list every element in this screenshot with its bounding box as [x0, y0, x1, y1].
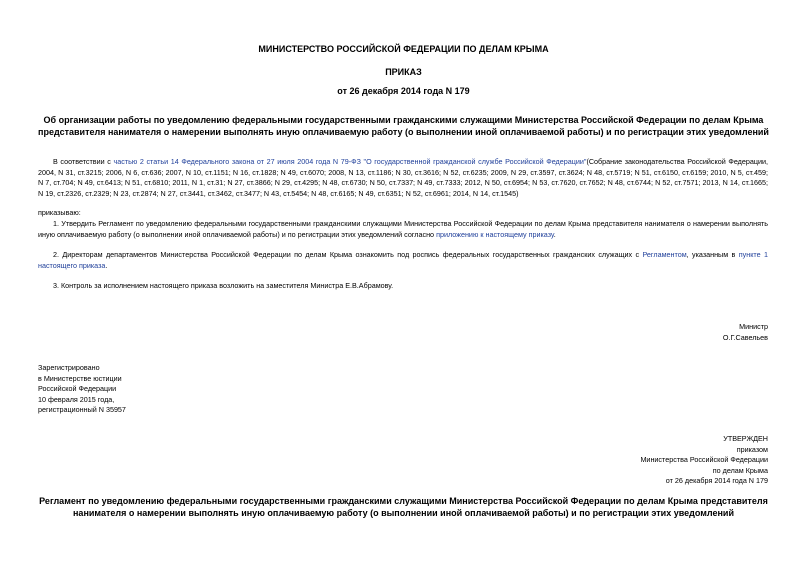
- preamble-rest: (Собрание законодательства Российской Федерации, 2004, N 31, ст.3215; 2006, N 6, ст.636; 2007, N 10, ст.1151; N 16, ст.1828; N 49, ст.6070; 2008, N 13, ст.1186; N 30, ст.3616; N 52, ст.6235; 2009, N 29, ст.3597, ст.3624; N 48, ст.5719; N 51, ст.6150, ст.6159; 2010, N 5, ст.459; N 7, ст.704; N 49, ст.6413; N 51, ст.6810; 2011, N 1, ст.31; N 27, ст.3866; N 29, ст.4295; N 48, ст.6730; N 50, ст.7337; N 49, ст.7333; 2012, N 50, ст.6954; N 53, ст.7620, ст.7652; N 48, ст.6744; N 52, ст.7571; 2013, N 14, ст.1665; N 19, ст.2326, ст.2329; N 23, ст.2874; N 27, ст.3441, ст.3462, ст.3477; N 43, ст.5454; N 48, ст.6165; N 49, ст.6351; N 52, ст.6961; 2014, N 14, ст.1545): [38, 157, 768, 198]
- approved-line2: приказом: [736, 444, 768, 454]
- item-1-end: .: [553, 229, 556, 239]
- item-2: [38, 250, 768, 271]
- registration-line1: Зарегистрировано: [38, 363, 100, 372]
- item-2-end: .: [105, 260, 108, 270]
- preamble-paragraph: [38, 157, 768, 199]
- approved-block: [640, 434, 768, 487]
- registration-line3: Российской Федерации: [38, 384, 117, 394]
- approved-line5: от 26 декабря 2014 года N 179: [665, 476, 768, 486]
- registration-block: [38, 363, 126, 416]
- approved-line1: УТВЕРЖДЕН: [723, 434, 768, 443]
- approved-line4: по делам Крыма: [712, 465, 768, 475]
- item-2-mid: , указанным в: [686, 250, 739, 259]
- order-heading: ПРИКАЗ: [385, 67, 422, 77]
- item-1: [38, 219, 768, 240]
- item-1-text: 1. Утвердить Регламент по уведомлению федеральными государственными гражданскими служащими Министерства Российской Федерации по делам Крыма представителя нанимателя о намерении выполнять иную оплачиваемую работу (о выполнении иной оплачиваемой работы) и по регистрации этих уведомлений согласно: [38, 219, 768, 239]
- reglament-title-line1: Регламент по уведомлению федеральными государственными гражданскими служащими Министерства Российской Федерации по делам Крыма представителя: [39, 496, 768, 506]
- order-title-line2: представителя нанимателя о намерении выполнять иную оплачиваемую работу (о выполнении иной оплачиваемой работы) и по регистрации этих уведомлений: [38, 127, 769, 137]
- order-date: от 26 декабря 2014 года N 179: [337, 86, 470, 96]
- preamble-intro: В соответствии с: [53, 157, 114, 166]
- orders-label: приказываю:: [38, 208, 81, 217]
- order-title: [30, 114, 777, 138]
- registration-line4: 10 февраля 2015 года,: [38, 394, 115, 404]
- reglament-title: [30, 495, 777, 519]
- signature-name: О.Г.Савельев: [722, 332, 768, 342]
- point-1-link[interactable]: пункте 1 настоящего приказа: [38, 250, 768, 270]
- approved-line3: Министерства Российской Федерации: [640, 455, 768, 465]
- law-link[interactable]: частью 2 статьи 14 Федерального закона от 27 июля 2004 года N 79-ФЗ "О государственной гражданской службе Российской Федерации": [113, 157, 587, 166]
- signature-position: Министр: [739, 322, 768, 331]
- appendix-link[interactable]: приложению к настоящему приказу: [436, 229, 554, 239]
- reglament-link[interactable]: Регламентом: [642, 250, 687, 259]
- item-2-text: 2. Директорам департаментов Министерства Российской Федерации по делам Крыма ознакомить под роспись федеральных государственных гражданских служащих с: [53, 250, 643, 259]
- ministry-heading: МИНИСТЕРСТВО РОССИЙСКОЙ ФЕДЕРАЦИИ ПО ДЕЛАМ КРЫМА: [258, 44, 549, 54]
- reglament-title-line2: нанимателя о намерении выполнять иную оплачиваемую работу (о выполнении иной оплачиваемой работы) и по регистрации этих уведомлений: [73, 508, 734, 518]
- order-title-line1: Об организации работы по уведомлению федеральными государственными гражданскими служащими Министерства Российской Федерации по делам Крыма: [43, 115, 764, 125]
- registration-line5: регистрационный N 35957: [38, 405, 126, 415]
- signature-block: [723, 322, 768, 343]
- registration-line2: в Министерстве юстиции: [38, 373, 122, 383]
- item-3: 3. Контроль за исполнением настоящего приказа возложить на заместителя Министра Е.В.Абрамову.: [53, 281, 394, 290]
